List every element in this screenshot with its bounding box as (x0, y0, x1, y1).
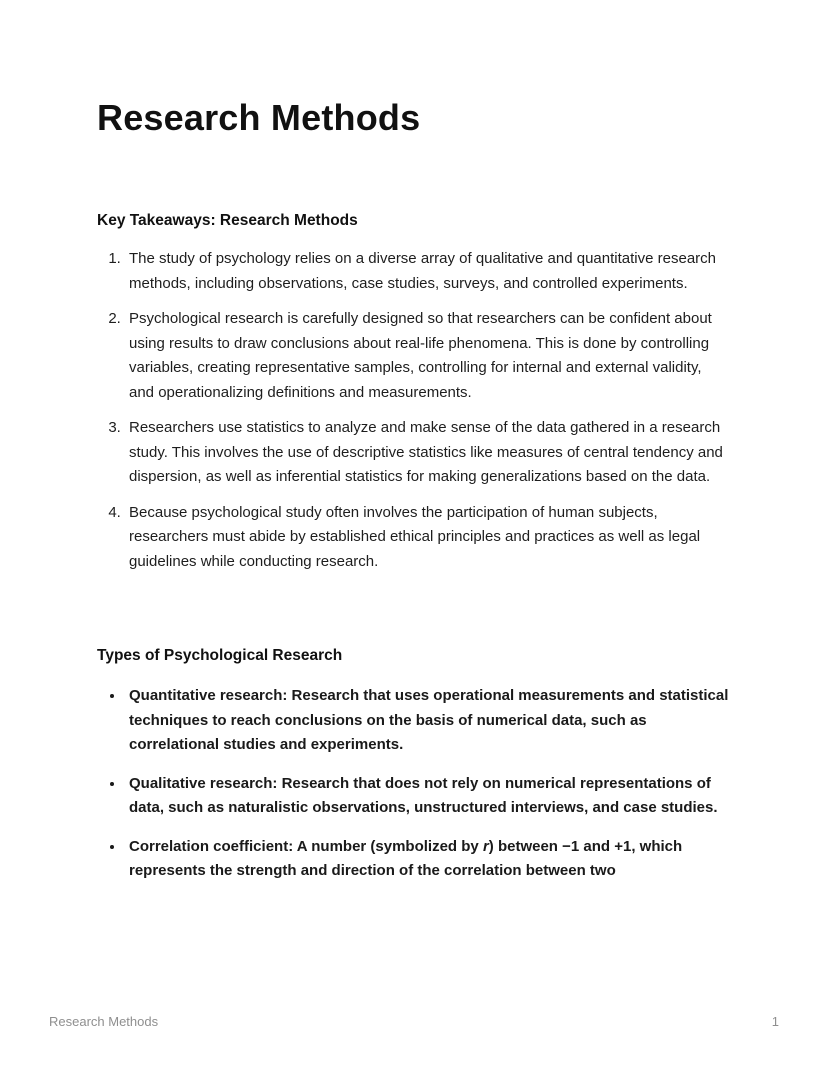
page-content (0, 96, 828, 884)
takeaway-item: 2. Psychological research is carefully designed so that researchers can be confident about using results to draw conclusions about real-life phenomena. This is done by controlling variables, creating representative samples, controlling for internal and external validity, and operationalizing definitions and measurements. (125, 307, 730, 405)
type-item-correlation-coefficient (125, 835, 730, 884)
takeaway-item: 3. Researchers use statistics to analyze and make sense of the data gathered in a research study. This involves the use of descriptive statistics like measures of central tendency and dispersion, as well as inferential statistics for making generalizations based on the data. (125, 416, 730, 490)
footer-page-number: 1 (771, 1014, 779, 1029)
footer-document-name: Research Methods (49, 1014, 159, 1029)
correlation-text-post: ) between −1 and +1, which represents the strength and direction of the correlation between two (129, 837, 683, 880)
page-title: Research Methods (97, 97, 421, 138)
type-item-quantitative: • Quantitative research: Research that uses operational measurements and statistical techniques to reach conclusions on the basis of numerical data, such as correlational studies and experiments. (125, 684, 730, 758)
types-of-research-heading: Types of Psychological Research (97, 647, 343, 665)
types-of-research-list (97, 684, 730, 884)
type-item-qualitative: • Qualitative research: Research that does not rely on numerical representations of data, such as naturalistic observations, unstructured interviews, and case studies. (125, 772, 730, 821)
correlation-symbol-r: r (482, 837, 489, 855)
page-footer (49, 1014, 779, 1029)
key-takeaways-heading: Key Takeaways: Research Methods (97, 212, 358, 230)
takeaway-item: 1. The study of psychology relies on a diverse array of qualitative and quantitative research methods, including observations, case studies, surveys, and controlled experiments. (125, 247, 730, 296)
correlation-text-pre: Correlation coefficient: A number (symbolized by (129, 837, 483, 855)
key-takeaways-list (97, 247, 730, 574)
takeaway-item: 4. Because psychological study often involves the participation of human subjects, researchers must abide by established ethical principles and practices as well as legal guidelines while conducting research. (125, 501, 730, 575)
